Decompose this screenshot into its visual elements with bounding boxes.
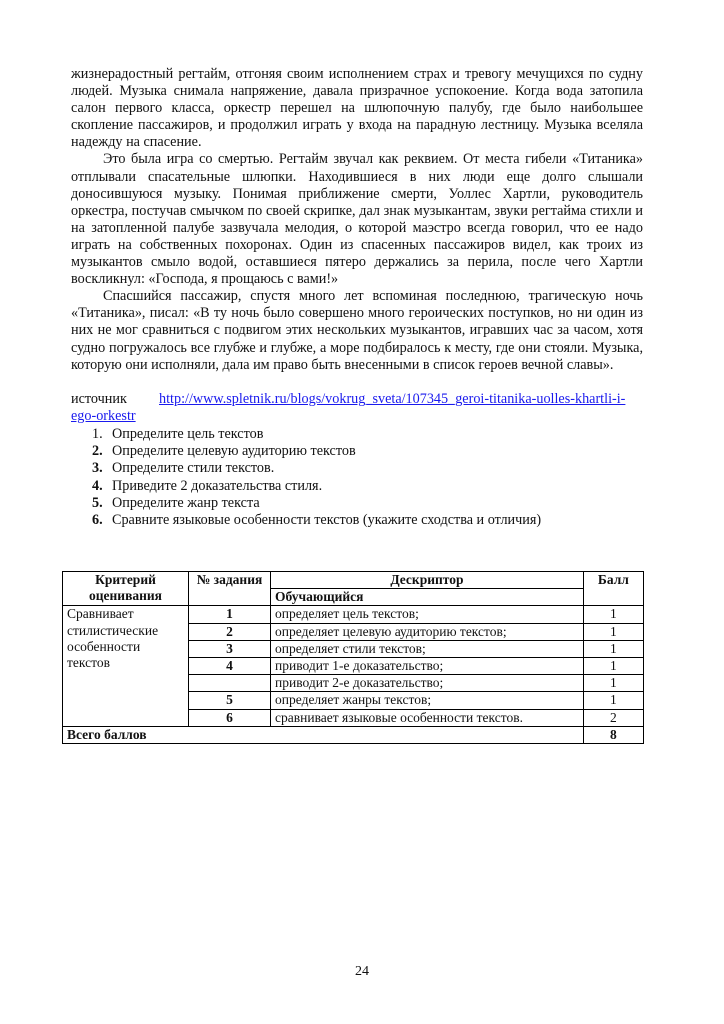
task-cell: 5: [188, 692, 270, 709]
score-cell: 1: [583, 692, 643, 709]
header-descriptor-sub: Обучающийся: [271, 589, 584, 606]
total-score: 8: [583, 726, 643, 743]
score-cell: 1: [583, 640, 643, 657]
score-cell: 1: [583, 675, 643, 692]
task-number: 2.: [92, 443, 103, 460]
header-criterion: Критерий оценивания: [63, 572, 189, 606]
descriptor-cell: определяет стили текстов;: [271, 640, 584, 657]
paragraph-3: Спасшийся пассажир, спустя много лет вспоминая последнюю, трагическую ночь «Титаника», писал: «В ту ночь было совершено много героических поступков, но ни один из них не мог сравниться с подвигом этих нескольких музыкантов, игравших час за часом, хотя судно погружалось все глубже и глубже, а море подбиралось к месту, где они стояли. Музыка, которую они исполняли, дала им право быть внесенными в список героев вечной славы».: [71, 288, 643, 373]
list-item: [71, 443, 643, 460]
header-descriptor: Дескриптор: [271, 572, 584, 589]
descriptor-cell: приводит 1-е доказательство;: [271, 658, 584, 675]
table-total-row: [63, 726, 644, 743]
task-cell: 1: [188, 606, 270, 623]
criterion-cell: Сравнивает стилистические особенности текстов: [63, 606, 189, 726]
task-text: Определите стили текстов.: [112, 460, 275, 477]
paragraph-2: Это была игра со смертью. Регтайм звучал как реквием. От места гибели «Титаника» отплывали спасательные шлюпки. Находившиеся в них люди еще долго слышали доносившуюся музыку. Понимая приближение смерти, Уоллес Хартли, руководитель оркестра, постучав смычком по своей скрипке, дал знак музыкантам, звуки регтайма стихли и на затопленной палубе зазвучала мелодия, о которой маэстро всегда говорил, что ее надо играть на собственных похоронах. Один из спасенных пассажиров видел, как троих из музыкантов смыло водой, оставшиеся пятеро держались за перила, после чего Хартли воскликнул: «Господа, я прощаюсь с вами!»: [71, 151, 643, 288]
header-task-number: № задания: [188, 572, 270, 606]
assessment-table: [62, 571, 644, 744]
task-number: 4.: [92, 477, 103, 494]
table-header-row: [63, 572, 644, 589]
table-row: [63, 606, 644, 623]
list-item: [71, 426, 643, 443]
task-number: 5.: [92, 495, 103, 512]
task-cell: 6: [188, 709, 270, 726]
source-link[interactable]: http://www.spletnik.ru/blogs/vokrug_sveta/107345_geroi-titanika-uolles-khartli-i-ego-orkestr: [71, 390, 626, 424]
task-number: 1.: [92, 425, 103, 442]
task-cell: 2: [188, 623, 270, 640]
source-line: [71, 391, 643, 425]
task-cell: [188, 675, 270, 692]
score-cell: 1: [583, 658, 643, 675]
list-item: [71, 512, 643, 529]
header-score: Балл: [583, 572, 643, 606]
list-item: [71, 478, 643, 495]
task-text: Приведите 2 доказательства стиля.: [112, 477, 323, 494]
task-number: 3.: [92, 460, 103, 477]
score-cell: 2: [583, 709, 643, 726]
task-list: [71, 426, 643, 530]
score-cell: 1: [583, 623, 643, 640]
task-number: 6.: [92, 512, 103, 529]
task-cell: 4: [188, 658, 270, 675]
list-item: [71, 460, 643, 477]
descriptor-cell: сравнивает языковые особенности текстов.: [271, 709, 584, 726]
paragraph-1: жизнерадостный регтайм, отгоняя своим исполнением страх и тревогу мечущихся по судну людей. Музыка снимала напряжение, давала призрачное успокоение. Когда вода затопила салон первого класса, оркестр перешел на шлюпочную палубу, где было наибольшее скопление пассажиров, и продолжил играть у входа на парадную лестницу. Музыка вселяла надежду на спасение.: [71, 66, 643, 151]
task-text: Определите жанр текста: [112, 495, 260, 512]
score-cell: 1: [583, 606, 643, 623]
total-label: Всего баллов: [63, 726, 584, 743]
task-text: Сравните языковые особенности текстов (укажите сходства и отличия): [112, 512, 542, 529]
task-cell: 3: [188, 640, 270, 657]
source-label: источник: [71, 390, 127, 407]
document-body: [71, 66, 643, 530]
descriptor-cell: определяет целевую аудиторию текстов;: [271, 623, 584, 640]
descriptor-cell: определяет цель текстов;: [271, 606, 584, 623]
list-item: [71, 495, 643, 512]
task-text: Определите целевую аудиторию текстов: [112, 443, 356, 460]
task-text: Определите цель текстов: [112, 425, 264, 442]
page-number: 24: [355, 964, 369, 979]
descriptor-cell: приводит 2-е доказательство;: [271, 675, 584, 692]
descriptor-cell: определяет жанры текстов;: [271, 692, 584, 709]
